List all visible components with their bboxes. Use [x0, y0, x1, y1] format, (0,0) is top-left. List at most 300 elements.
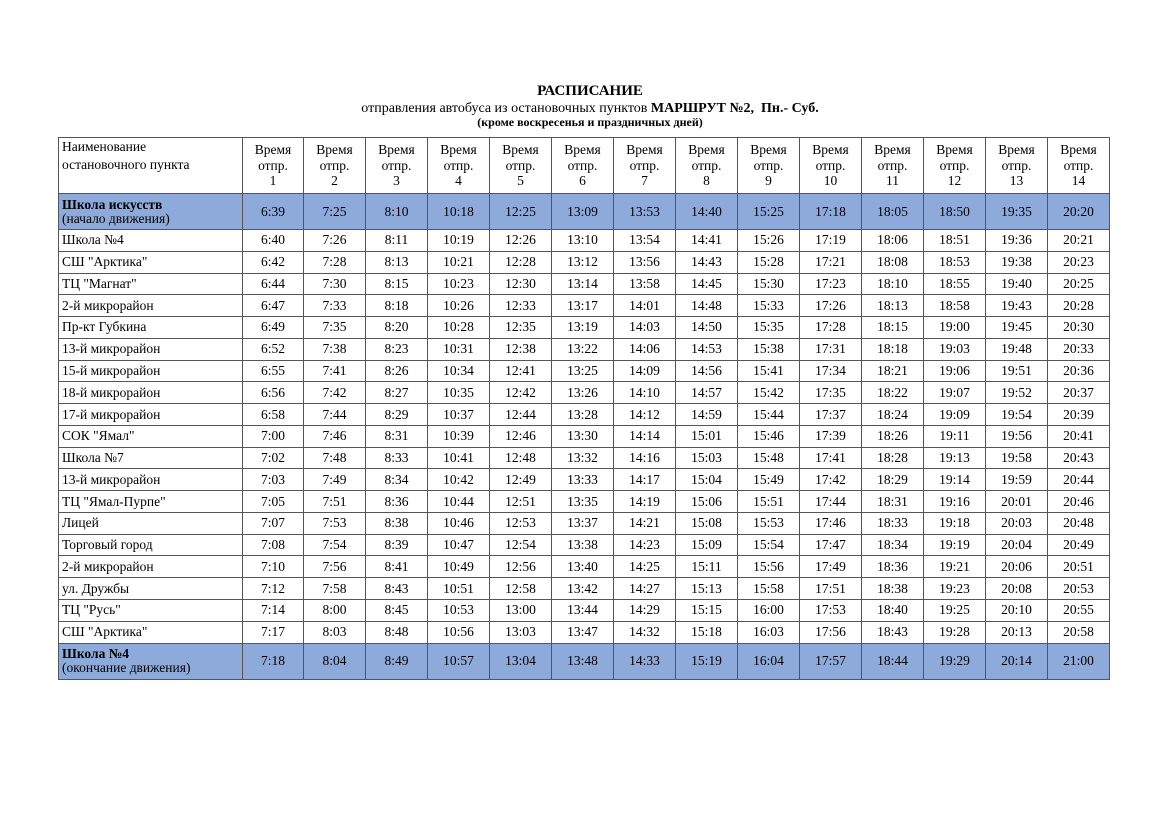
- departure-time-cell: 20:36: [1048, 360, 1110, 382]
- departure-time-cell: 15:41: [738, 360, 800, 382]
- departure-time-cell: 10:19: [428, 230, 490, 252]
- departure-time-cell: 8:33: [366, 447, 428, 469]
- departure-time-cell: 7:42: [304, 382, 366, 404]
- stop-name-cell: ТЦ "Магнат": [59, 273, 243, 295]
- run-header-line2: отпр.: [939, 157, 970, 173]
- departure-time-cell: 14:33: [614, 643, 676, 679]
- stop-name-cell: 13-й микрорайон: [59, 469, 243, 491]
- departure-time-cell: 8:23: [366, 338, 428, 360]
- departure-time-cell: 19:13: [924, 447, 986, 469]
- departure-time-cell: 15:33: [738, 295, 800, 317]
- departure-time-cell: 8:31: [366, 425, 428, 447]
- schedule-table: [58, 137, 1110, 680]
- departure-time-cell: 8:29: [366, 404, 428, 426]
- run-number: 3: [393, 173, 400, 189]
- departure-time-cell: 12:49: [490, 469, 552, 491]
- departure-time-cell: 12:33: [490, 295, 552, 317]
- departure-time-cell: 19:35: [986, 194, 1048, 230]
- departure-time-cell: 13:04: [490, 643, 552, 679]
- departure-time-cell: 19:28: [924, 621, 986, 643]
- table-row: [59, 338, 1110, 360]
- run-number: 12: [947, 173, 962, 189]
- departure-time-cell: 20:44: [1048, 469, 1110, 491]
- departure-time-cell: 19:36: [986, 230, 1048, 252]
- departure-time-cell: 12:48: [490, 447, 552, 469]
- departure-time-cell: 20:13: [986, 621, 1048, 643]
- departure-time-cell: 18:24: [862, 404, 924, 426]
- departure-time-cell: 17:26: [800, 295, 862, 317]
- departure-time-cell: 10:21: [428, 251, 490, 273]
- run-header-line2: отпр.: [381, 157, 412, 173]
- departure-time-cell: 19:03: [924, 338, 986, 360]
- run-header-line1: Время: [688, 142, 725, 158]
- table-row: [59, 317, 1110, 339]
- run-header-line1: Время: [254, 142, 292, 158]
- run-number: 7: [641, 173, 648, 189]
- departure-time-cell: 17:18: [800, 194, 862, 230]
- run-header-line1: Время: [316, 142, 353, 158]
- run-header-cell: [366, 138, 428, 194]
- departure-time-cell: 20:51: [1048, 556, 1110, 578]
- stop-name-cell: Школа №7: [59, 447, 243, 469]
- terminal-stop-name: Школа №4: [62, 646, 130, 662]
- departure-time-cell: 7:08: [243, 534, 304, 556]
- departure-time-cell: 12:51: [490, 491, 552, 513]
- table-row: [59, 447, 1110, 469]
- run-header-cell: [552, 138, 614, 194]
- departure-time-cell: 18:58: [924, 295, 986, 317]
- run-header-line2: отпр.: [258, 157, 288, 173]
- departure-time-cell: 14:12: [614, 404, 676, 426]
- departure-time-cell: 8:39: [366, 534, 428, 556]
- departure-time-cell: 6:49: [243, 317, 304, 339]
- departure-time-cell: 7:53: [304, 512, 366, 534]
- run-header-cell: [862, 138, 924, 194]
- departure-time-cell: 17:28: [800, 317, 862, 339]
- departure-time-cell: 7:03: [243, 469, 304, 491]
- departure-time-cell: 12:54: [490, 534, 552, 556]
- departure-time-cell: 13:35: [552, 491, 614, 513]
- departure-time-cell: 19:11: [924, 425, 986, 447]
- departure-time-cell: 17:19: [800, 230, 862, 252]
- departure-time-cell: 18:51: [924, 230, 986, 252]
- departure-time-cell: 19:14: [924, 469, 986, 491]
- departure-time-cell: 20:23: [1048, 251, 1110, 273]
- departure-time-cell: 8:43: [366, 578, 428, 600]
- departure-time-cell: 21:00: [1048, 643, 1110, 679]
- departure-time-cell: 13:03: [490, 621, 552, 643]
- departure-time-cell: 8:48: [366, 621, 428, 643]
- departure-time-cell: 8:41: [366, 556, 428, 578]
- departure-time-cell: 20:41: [1048, 425, 1110, 447]
- departure-time-cell: 15:54: [738, 534, 800, 556]
- run-number: 13: [1009, 173, 1024, 189]
- departure-time-cell: 17:49: [800, 556, 862, 578]
- departure-time-cell: 20:58: [1048, 621, 1110, 643]
- run-number: 2: [331, 173, 338, 189]
- departure-time-cell: 20:20: [1048, 194, 1110, 230]
- departure-time-cell: 6:40: [243, 230, 304, 252]
- departure-time-cell: 19:45: [986, 317, 1048, 339]
- departure-time-cell: 7:51: [304, 491, 366, 513]
- run-number: 5: [517, 173, 524, 189]
- departure-time-cell: 7:54: [304, 534, 366, 556]
- departure-time-cell: 19:06: [924, 360, 986, 382]
- departure-time-cell: 14:56: [676, 360, 738, 382]
- departure-time-cell: 7:33: [304, 295, 366, 317]
- departure-time-cell: 15:56: [738, 556, 800, 578]
- run-header-line1: Время: [812, 142, 849, 158]
- stop-name-cell: Школа №4: [59, 230, 243, 252]
- route-name: МАРШРУТ №2: [650, 101, 751, 116]
- departure-time-cell: 12:35: [490, 317, 552, 339]
- departure-time-cell: 13:54: [614, 230, 676, 252]
- table-row: [59, 251, 1110, 273]
- departure-time-cell: 18:15: [862, 317, 924, 339]
- departure-time-cell: 13:25: [552, 360, 614, 382]
- departure-time-cell: 14:25: [614, 556, 676, 578]
- departure-time-cell: 19:40: [986, 273, 1048, 295]
- departure-time-cell: 17:41: [800, 447, 862, 469]
- departure-time-cell: 7:49: [304, 469, 366, 491]
- departure-time-cell: 15:51: [738, 491, 800, 513]
- departure-time-cell: 8:11: [366, 230, 428, 252]
- stop-name-cell: ТЦ "Ямал-Пурпе": [59, 491, 243, 513]
- departure-time-cell: 19:07: [924, 382, 986, 404]
- departure-time-cell: 6:47: [243, 295, 304, 317]
- run-header-line2: отпр.: [691, 157, 722, 173]
- run-header-line2: отпр.: [877, 157, 908, 173]
- departure-time-cell: 13:14: [552, 273, 614, 295]
- departure-time-cell: 13:12: [552, 251, 614, 273]
- departure-time-cell: 20:14: [986, 643, 1048, 679]
- departure-time-cell: 7:05: [243, 491, 304, 513]
- departure-time-cell: 12:58: [490, 578, 552, 600]
- departure-time-cell: 7:38: [304, 338, 366, 360]
- departure-time-cell: 12:41: [490, 360, 552, 382]
- stop-name-header-line1: Наименование: [62, 139, 147, 154]
- departure-time-cell: 10:34: [428, 360, 490, 382]
- departure-time-cell: 13:48: [552, 643, 614, 679]
- departure-time-cell: 14:10: [614, 382, 676, 404]
- departure-time-cell: 8:13: [366, 251, 428, 273]
- departure-time-cell: 10:31: [428, 338, 490, 360]
- departure-time-cell: 7:14: [243, 600, 304, 622]
- terminal-stop-note: (начало движения): [62, 210, 170, 226]
- run-header-cell: [676, 138, 738, 194]
- departure-time-cell: 14:32: [614, 621, 676, 643]
- run-header-line2: отпр.: [1001, 157, 1032, 173]
- stop-name-header-line2: остановочного пункта: [62, 157, 190, 172]
- departure-time-cell: 14:16: [614, 447, 676, 469]
- stop-name-cell: 2-й микрорайон: [59, 295, 243, 317]
- run-header-cell: [614, 138, 676, 194]
- departure-time-cell: 15:01: [676, 425, 738, 447]
- departure-time-cell: 20:33: [1048, 338, 1110, 360]
- departure-time-cell: 14:19: [614, 491, 676, 513]
- departure-time-cell: 20:03: [986, 512, 1048, 534]
- departure-time-cell: 18:40: [862, 600, 924, 622]
- departure-time-cell: 15:04: [676, 469, 738, 491]
- departure-time-cell: 18:10: [862, 273, 924, 295]
- departure-time-cell: 13:58: [614, 273, 676, 295]
- departure-time-cell: 20:53: [1048, 578, 1110, 600]
- departure-time-cell: 20:43: [1048, 447, 1110, 469]
- table-row: [59, 512, 1110, 534]
- terminal-stop-row: [59, 643, 1110, 679]
- departure-time-cell: 15:03: [676, 447, 738, 469]
- departure-time-cell: 18:28: [862, 447, 924, 469]
- departure-time-cell: 6:55: [243, 360, 304, 382]
- departure-time-cell: 13:42: [552, 578, 614, 600]
- departure-time-cell: 10:49: [428, 556, 490, 578]
- run-header-line1: Время: [440, 142, 477, 158]
- stop-name-cell: Торговый город: [59, 534, 243, 556]
- stop-name-cell: 17-й микрорайон: [59, 404, 243, 426]
- terminal-stop-row: [59, 194, 1110, 230]
- departure-time-cell: 7:02: [243, 447, 304, 469]
- run-header-line1: Время: [874, 142, 911, 158]
- departure-time-cell: 18:33: [862, 512, 924, 534]
- departure-time-cell: 16:00: [738, 600, 800, 622]
- departure-time-cell: 14:43: [676, 251, 738, 273]
- departure-time-cell: 18:38: [862, 578, 924, 600]
- departure-time-cell: 8:38: [366, 512, 428, 534]
- departure-time-cell: 13:38: [552, 534, 614, 556]
- departure-time-cell: 7:18: [243, 643, 304, 679]
- departure-time-cell: 10:56: [428, 621, 490, 643]
- departure-time-cell: 13:19: [552, 317, 614, 339]
- departure-time-cell: 15:35: [738, 317, 800, 339]
- departure-time-cell: 17:42: [800, 469, 862, 491]
- table-row: [59, 273, 1110, 295]
- departure-time-cell: 17:53: [800, 600, 862, 622]
- departure-time-cell: 15:19: [676, 643, 738, 679]
- departure-time-cell: 12:53: [490, 512, 552, 534]
- departure-time-cell: 19:51: [986, 360, 1048, 382]
- table-header-row: [59, 138, 1110, 194]
- departure-time-cell: 6:39: [243, 194, 304, 230]
- departure-time-cell: 7:46: [304, 425, 366, 447]
- departure-time-cell: 15:11: [676, 556, 738, 578]
- terminal-stop-note: (окончание движения): [62, 660, 191, 676]
- departure-time-cell: 17:34: [800, 360, 862, 382]
- departure-time-cell: 12:26: [490, 230, 552, 252]
- departure-time-cell: 15:46: [738, 425, 800, 447]
- departure-time-cell: 10:57: [428, 643, 490, 679]
- departure-time-cell: 18:06: [862, 230, 924, 252]
- run-header-cell: [1048, 138, 1110, 194]
- departure-time-cell: 10:42: [428, 469, 490, 491]
- departure-time-cell: 18:05: [862, 194, 924, 230]
- departure-time-cell: 7:30: [304, 273, 366, 295]
- run-header-line2: отпр.: [815, 157, 846, 173]
- departure-time-cell: 18:18: [862, 338, 924, 360]
- departure-time-cell: 10:35: [428, 382, 490, 404]
- departure-time-cell: 19:38: [986, 251, 1048, 273]
- departure-time-cell: 15:53: [738, 512, 800, 534]
- departure-time-cell: 17:21: [800, 251, 862, 273]
- departure-time-cell: 14:41: [676, 230, 738, 252]
- departure-time-cell: 14:17: [614, 469, 676, 491]
- departure-time-cell: 20:39: [1048, 404, 1110, 426]
- departure-time-cell: 10:39: [428, 425, 490, 447]
- departure-time-cell: 15:38: [738, 338, 800, 360]
- departure-time-cell: 7:58: [304, 578, 366, 600]
- table-row: [59, 404, 1110, 426]
- departure-time-cell: 14:06: [614, 338, 676, 360]
- departure-time-cell: 10:23: [428, 273, 490, 295]
- departure-time-cell: 8:20: [366, 317, 428, 339]
- departure-time-cell: 10:46: [428, 512, 490, 534]
- run-header-cell: [986, 138, 1048, 194]
- departure-time-cell: 14:45: [676, 273, 738, 295]
- departure-time-cell: 17:56: [800, 621, 862, 643]
- run-number: 6: [579, 173, 586, 189]
- departure-time-cell: 18:08: [862, 251, 924, 273]
- departure-time-cell: 14:14: [614, 425, 676, 447]
- departure-time-cell: 8:03: [304, 621, 366, 643]
- departure-time-cell: 13:53: [614, 194, 676, 230]
- departure-time-cell: 17:51: [800, 578, 862, 600]
- departure-time-cell: 7:35: [304, 317, 366, 339]
- departure-time-cell: 19:00: [924, 317, 986, 339]
- departure-time-cell: 20:01: [986, 491, 1048, 513]
- departure-time-cell: 19:25: [924, 600, 986, 622]
- departure-time-cell: 13:28: [552, 404, 614, 426]
- run-number: 11: [886, 173, 899, 189]
- departure-time-cell: 20:30: [1048, 317, 1110, 339]
- departure-time-cell: 18:34: [862, 534, 924, 556]
- departure-time-cell: 10:47: [428, 534, 490, 556]
- run-header-line1: Время: [750, 142, 787, 158]
- departure-time-cell: 6:58: [243, 404, 304, 426]
- departure-time-cell: 16:04: [738, 643, 800, 679]
- departure-time-cell: 15:18: [676, 621, 738, 643]
- departure-time-cell: 12:25: [490, 194, 552, 230]
- departure-time-cell: 10:41: [428, 447, 490, 469]
- departure-time-cell: 15:44: [738, 404, 800, 426]
- departure-time-cell: 19:52: [986, 382, 1048, 404]
- departure-time-cell: 10:28: [428, 317, 490, 339]
- departure-time-cell: 14:27: [614, 578, 676, 600]
- run-header-line1: Время: [626, 142, 663, 158]
- departure-time-cell: 19:19: [924, 534, 986, 556]
- departure-time-cell: 14:59: [676, 404, 738, 426]
- departure-time-cell: 15:26: [738, 230, 800, 252]
- departure-time-cell: 12:28: [490, 251, 552, 273]
- departure-time-cell: 8:27: [366, 382, 428, 404]
- departure-time-cell: 18:13: [862, 295, 924, 317]
- departure-time-cell: 17:46: [800, 512, 862, 534]
- run-number: 1: [269, 173, 277, 189]
- departure-time-cell: 8:10: [366, 194, 428, 230]
- departure-time-cell: 7:26: [304, 230, 366, 252]
- departure-time-cell: 18:31: [862, 491, 924, 513]
- departure-time-cell: 7:48: [304, 447, 366, 469]
- run-header-cell: [428, 138, 490, 194]
- departure-time-cell: 8:26: [366, 360, 428, 382]
- departure-time-cell: 7:10: [243, 556, 304, 578]
- departure-time-cell: 14:40: [676, 194, 738, 230]
- departure-time-cell: 20:21: [1048, 230, 1110, 252]
- departure-time-cell: 7:25: [304, 194, 366, 230]
- departure-time-cell: 14:01: [614, 295, 676, 317]
- departure-time-cell: 19:29: [924, 643, 986, 679]
- departure-time-cell: 7:17: [243, 621, 304, 643]
- departure-time-cell: 13:40: [552, 556, 614, 578]
- departure-time-cell: 17:31: [800, 338, 862, 360]
- departure-time-cell: 13:09: [552, 194, 614, 230]
- table-row: [59, 621, 1110, 643]
- departure-time-cell: 6:44: [243, 273, 304, 295]
- departure-time-cell: 17:23: [800, 273, 862, 295]
- departure-time-cell: 7:07: [243, 512, 304, 534]
- departure-time-cell: 13:30: [552, 425, 614, 447]
- departure-time-cell: 18:36: [862, 556, 924, 578]
- departure-time-cell: 12:44: [490, 404, 552, 426]
- departure-time-cell: 18:21: [862, 360, 924, 382]
- departure-time-cell: 13:00: [490, 600, 552, 622]
- departure-time-cell: 13:37: [552, 512, 614, 534]
- run-header-cell: [924, 138, 986, 194]
- departure-time-cell: 15:42: [738, 382, 800, 404]
- departure-time-cell: 13:26: [552, 382, 614, 404]
- departure-time-cell: 13:44: [552, 600, 614, 622]
- departure-time-cell: 18:29: [862, 469, 924, 491]
- departure-time-cell: 15:13: [676, 578, 738, 600]
- departure-time-cell: 20:28: [1048, 295, 1110, 317]
- run-header-line2: отпр.: [443, 157, 474, 173]
- departure-time-cell: 12:56: [490, 556, 552, 578]
- stop-name-cell: [59, 194, 243, 230]
- departure-time-cell: 20:49: [1048, 534, 1110, 556]
- departure-time-cell: 15:28: [738, 251, 800, 273]
- departure-time-cell: 7:41: [304, 360, 366, 382]
- stop-name-cell: СОК "Ямал": [59, 425, 243, 447]
- terminal-stop-name: Школа искусств: [62, 196, 163, 212]
- departure-time-cell: 13:22: [552, 338, 614, 360]
- departure-time-cell: 18:26: [862, 425, 924, 447]
- departure-time-cell: 19:18: [924, 512, 986, 534]
- departure-time-cell: 13:17: [552, 295, 614, 317]
- stop-name-cell: 15-й микрорайон: [59, 360, 243, 382]
- departure-time-cell: 12:42: [490, 382, 552, 404]
- departure-time-cell: 20:08: [986, 578, 1048, 600]
- departure-time-cell: 8:18: [366, 295, 428, 317]
- departure-time-cell: 10:37: [428, 404, 490, 426]
- departure-time-cell: 13:33: [552, 469, 614, 491]
- terminal-stop-label: [62, 198, 242, 226]
- run-header-cell: [490, 138, 552, 194]
- run-number: 10: [823, 173, 838, 189]
- run-header-line1: Время: [998, 142, 1035, 158]
- departure-time-cell: 18:43: [862, 621, 924, 643]
- departure-time-cell: 15:15: [676, 600, 738, 622]
- departure-time-cell: 15:49: [738, 469, 800, 491]
- run-header-line1: Время: [936, 142, 973, 158]
- stop-name-cell: СШ "Арктика": [59, 621, 243, 643]
- departure-time-cell: 19:58: [986, 447, 1048, 469]
- run-header-line1: Время: [378, 142, 415, 158]
- table-row: [59, 578, 1110, 600]
- departure-time-cell: 8:04: [304, 643, 366, 679]
- run-header-line2: отпр.: [567, 157, 598, 173]
- departure-time-cell: 20:37: [1048, 382, 1110, 404]
- departure-time-cell: 14:03: [614, 317, 676, 339]
- schedule-note: (кроме воскресенья и праздничных дней): [477, 115, 703, 129]
- stop-name-cell: Лицей: [59, 512, 243, 534]
